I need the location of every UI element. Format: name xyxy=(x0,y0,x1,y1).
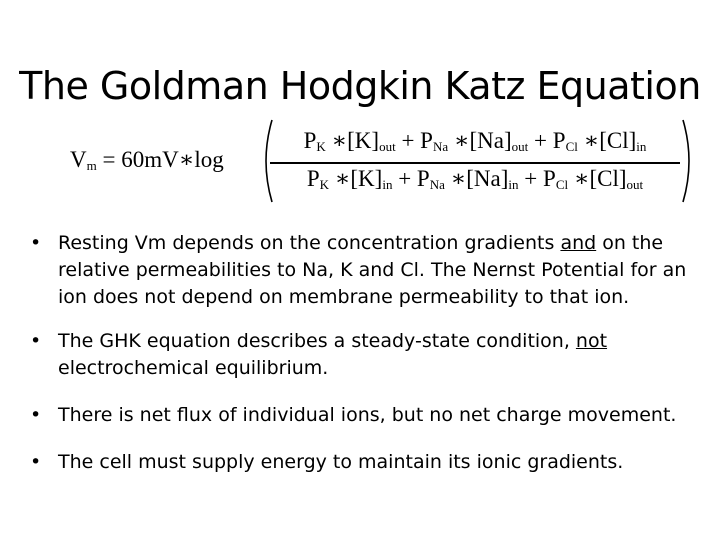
den-term: + $P_{Cl}$ xyxy=(524,166,569,192)
num-term: + $P_{Na}$ xyxy=(401,128,449,154)
lhs-expression: = 60mV∗log xyxy=(102,147,224,172)
bullet-list xyxy=(28,230,698,496)
den-term: $∗[K]_{in}$ xyxy=(334,166,393,192)
den-term: + $P_{Na}$ xyxy=(398,166,445,192)
den-term: $∗[Na]_{in}$ xyxy=(450,166,519,192)
den-term: $∗[Cl]_{out}$ xyxy=(573,166,644,192)
bullet-item: • The GHK equation describes a steady-state condition, not electrochemical equilibrium. xyxy=(28,328,698,382)
num-term: + $P_{Cl}$ xyxy=(534,128,578,154)
fraction xyxy=(270,118,680,204)
right-parenthesis xyxy=(679,118,699,204)
bullet-item: • The cell must supply energy to maintain its ionic gradients. xyxy=(28,449,698,476)
underlined-word: and xyxy=(560,232,597,254)
num-term: $∗[Cl]_{in}$ xyxy=(583,128,647,154)
num-term: $P_K$ xyxy=(303,128,326,154)
bullet-item: • Resting Vm depends on the concentration gradients and on the relative permeabilities to Na, K and Cl. The Nernst Potential for an ion does not depend on membrane permeability to that ion. xyxy=(28,230,698,311)
v-subscript: m xyxy=(86,158,97,173)
slide-title: The Goldman Hodgkin Katz Equation xyxy=(19,64,701,109)
fraction-bar xyxy=(270,162,680,164)
bullet-item: • There is net flux of individual ions, but no net charge movement. xyxy=(28,402,698,429)
ghk-equation xyxy=(70,118,710,208)
numerator xyxy=(270,128,680,155)
equation-lhs xyxy=(70,147,224,174)
num-term: $∗[Na]_{out}$ xyxy=(453,128,529,154)
num-term: $∗[K]_{out}$ xyxy=(331,128,396,154)
den-term: $P_K$ xyxy=(306,166,330,192)
v-symbol: V xyxy=(70,147,87,172)
denominator xyxy=(270,166,680,193)
underlined-word: not xyxy=(575,330,608,352)
